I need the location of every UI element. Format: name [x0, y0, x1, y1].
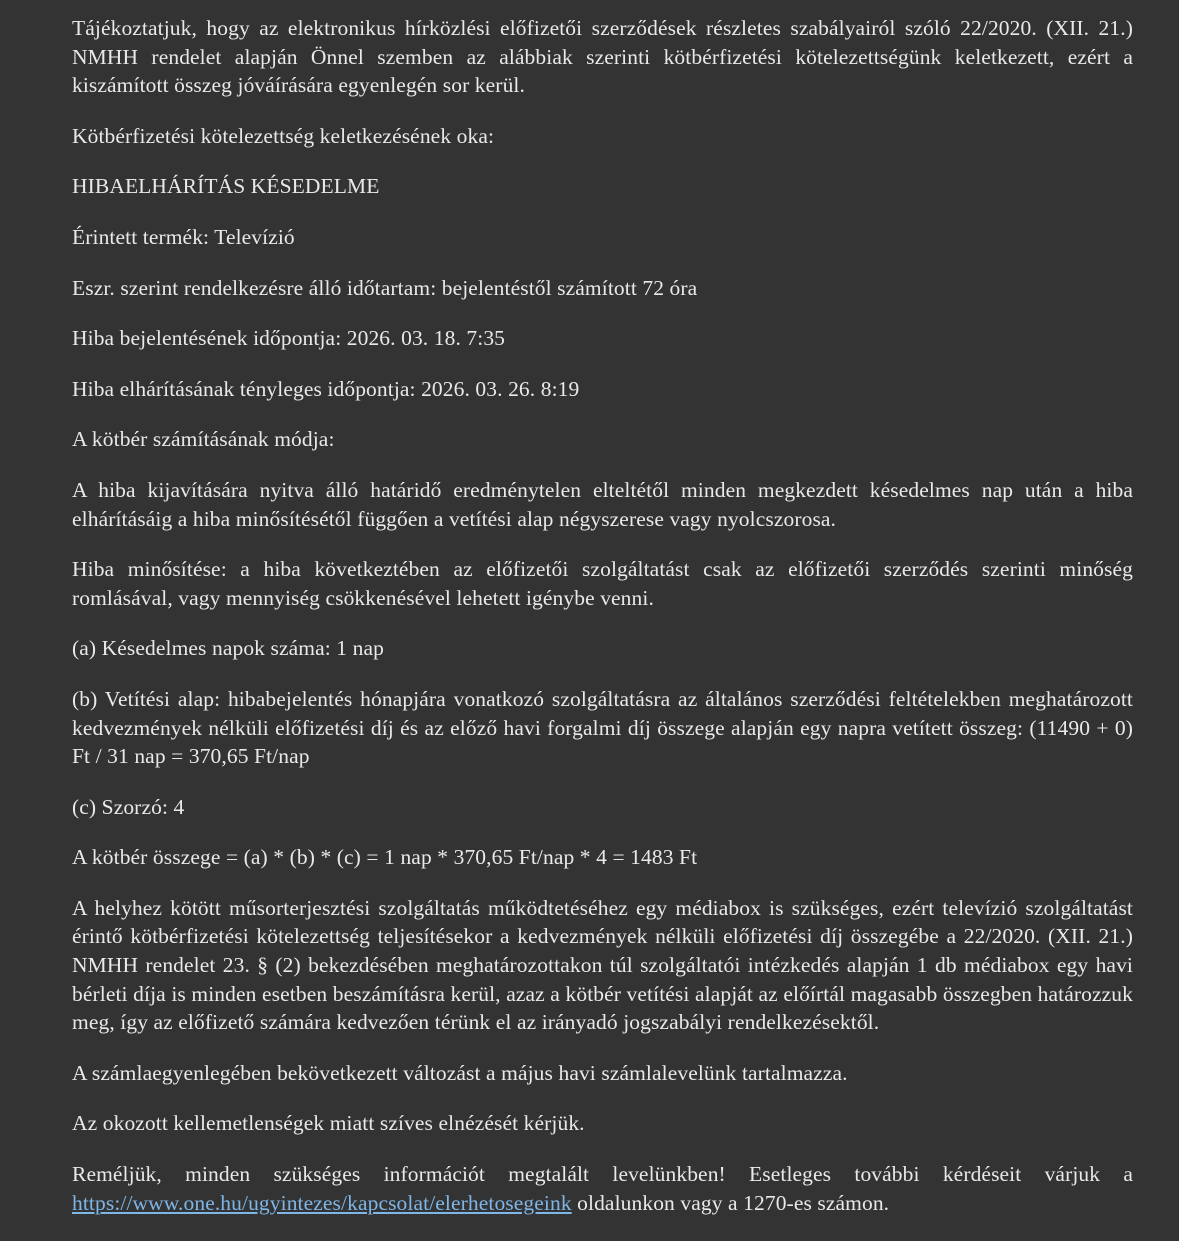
closing-text-after-link: oldalunkon vagy a 1270-es számon.: [571, 1190, 890, 1215]
paragraph-total: A kötbér összege = (a) * (b) * (c) = 1 nap * 370,65 Ft/nap * 4 = 1483 Ft: [72, 845, 698, 870]
paragraph-calculation-label: A kötbér számításának módja:: [72, 427, 335, 452]
paragraph-available-period: Eszr. szerint rendelkezésre álló időtartam: bejelentéstől számított 72 óra: [72, 275, 698, 300]
paragraph-item-b: (b) Vetítési alap: hibabejelentés hónapjára vonatkozó szolgáltatásra az általános szerződési feltételekben meghatározott kedvezmények nélküli előfizetési díj és az előző havi forgalmi díj összege alapján egy napra vetített összeg: (11490 + 0) Ft / 31 nap = 370,65 Ft/nap: [72, 686, 1133, 769]
paragraph-apology: Az okozott kellemetlenségek miatt szíves elnézését kérjük.: [72, 1111, 585, 1136]
paragraph-intro: Tájékoztatjuk, hogy az elektronikus hírközlési előfizetői szerződések részletes szabályairól szóló 22/2020. (XII. 21.) NMHH rendelet alapján Önnel szemben az alábbiak szerinti kötbérfizetési kötelezettségünk keletkezett, ezért a kiszámított összeg jóváírására egyenlegén sor kerül.: [72, 16, 1133, 98]
closing-text-before-link: Reméljük, minden szükséges információt megtalált levelünkben! Esetleges további kérdéseit várjuk a: [72, 1162, 1133, 1187]
paragraph-reason-label: Kötbérfizetési kötelezettség keletkezésének oka:: [72, 123, 495, 148]
paragraph-calculation-rule: A hiba kijavítására nyitva álló határidő eredménytelen elteltétől minden megkezdett késedelmes nap után a hiba elhárításáig a hiba minősítésétől függően a vetítési alap négyszerese vagy nyolcszorosa.: [72, 477, 1133, 531]
paragraph-mediabox-note: A helyhez kötött műsorterjesztési szolgáltatás működtetéséhez egy médiabox is szükséges, ezért televízió szolgáltatást érintő kötbérfizetési kötelezettség teljesítésekor a kedvezmények nélküli előfizetési díj összegébe a 22/2020. (XII. 21.) NMHH rendelet 23. § (2) bekezdésében meghatározottakon túl szolgáltatói intézkedés alapján 1 db médiabox egy havi bérleti díja is minden esetben beszámításra kerül, azaz a kötbér vetítési alapját az előírtál magasabb összegben határozzuk meg, így az előfizető számára kedvezően térünk el az irányadó jogszabályi rendelkezésektől.: [72, 895, 1133, 1035]
paragraph-product: Érintett termék: Televízió: [72, 224, 295, 249]
paragraph-fault-fix-time: Hiba elhárításának tényleges időpontja: 2026. 03. 26. 8:19: [72, 376, 580, 401]
paragraph-item-c: (c) Szorzó: 4: [72, 794, 185, 819]
paragraph-closing: [72, 1160, 1133, 1217]
paragraph-reason-value: HIBAELHÁRÍTÁS KÉSEDELME: [72, 174, 380, 199]
paragraph-item-a: (a) Késedelmes napok száma: 1 nap: [72, 636, 384, 661]
paragraph-fault-qualification: Hiba minősítése: a hiba következtében az előfizetői szolgáltatást csak az előfizetői szerződés szerinti minőség romlásával, vagy mennyiség csökkenésével lehetett igénybe venni.: [72, 557, 1133, 610]
paragraph-balance-note: A számlaegyenlegében bekövetkezett változást a május havi számlalevelünk tartalmazza.: [72, 1060, 848, 1085]
contact-link[interactable]: https://www.one.hu/ugyintezes/kapcsolat/elerhetosegeink: [72, 1190, 572, 1215]
paragraph-fault-report-time: Hiba bejelentésének időpontja: 2026. 03. 18. 7:35: [72, 326, 506, 351]
